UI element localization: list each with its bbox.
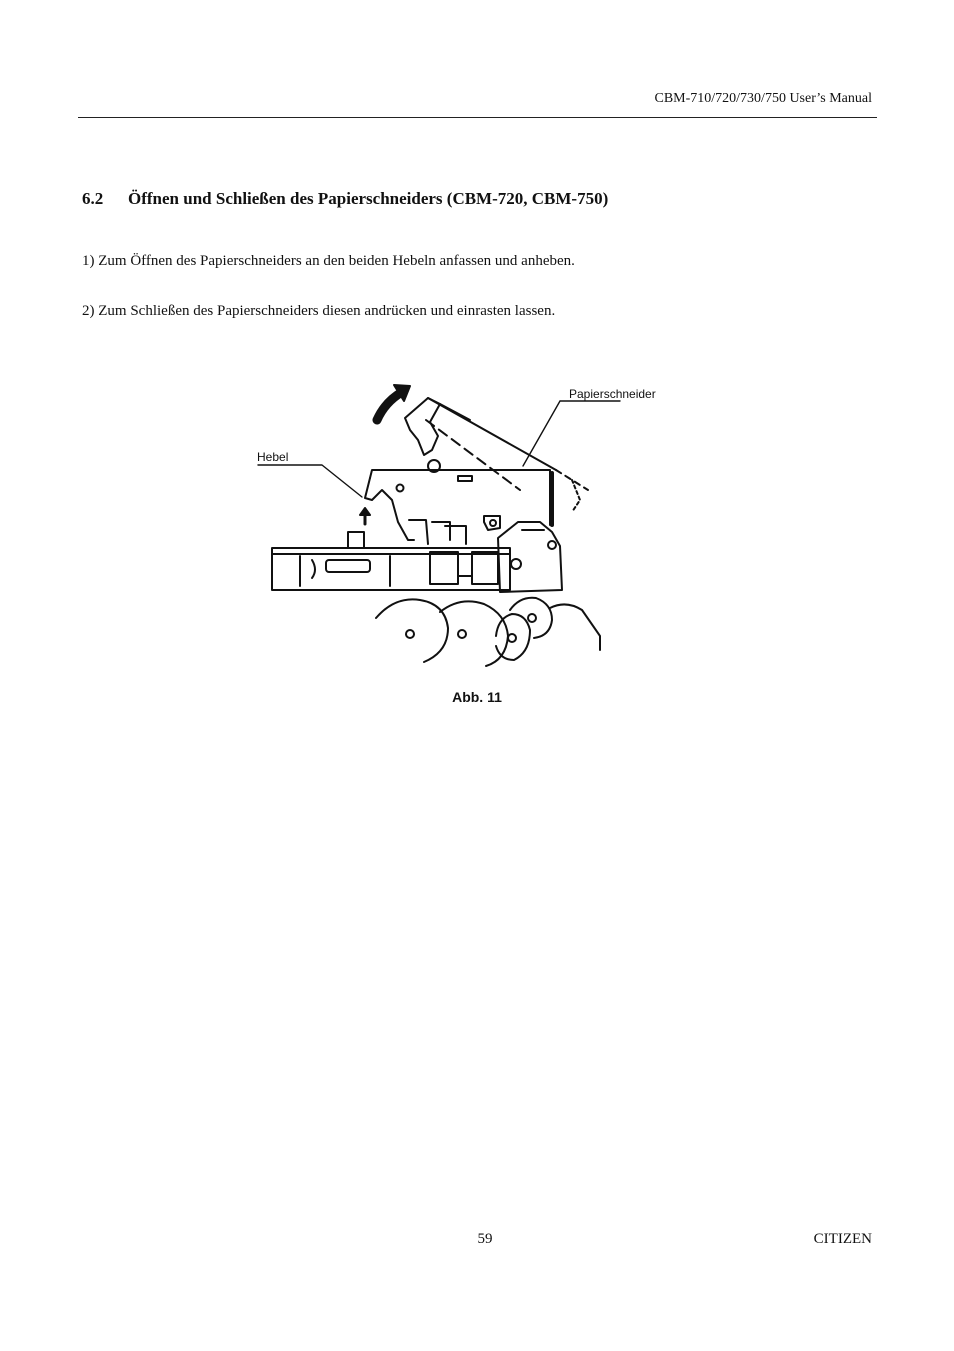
figure-caption: Abb. 11 — [452, 689, 502, 705]
section-title: Öffnen und Schließen des Papierschneiders (CBM-720, CBM-750) — [128, 189, 609, 208]
open-arrow-icon — [377, 392, 402, 420]
manual-title: CBM-710/720/730/750 User’s Manual — [654, 91, 872, 106]
step-1: 1) Zum Öffnen des Papierschneiders an den beiden Hebeln anfassen und anheben. — [82, 253, 575, 269]
page-number: 59 — [477, 1231, 493, 1247]
section-number: 6.2 — [82, 189, 104, 208]
footer-brand: CITIZEN — [813, 1231, 872, 1247]
section-heading — [82, 189, 608, 209]
cutter-illustration — [250, 375, 680, 675]
header-divider — [78, 117, 877, 118]
label-lever: Hebel — [257, 450, 289, 464]
label-paper-cutter: Papierschneider — [569, 387, 656, 401]
step-2: 2) Zum Schließen des Papierschneiders diesen andrücken und einrasten lassen. — [82, 303, 556, 319]
lever-leader — [258, 465, 362, 497]
cutter-leader — [523, 401, 620, 466]
